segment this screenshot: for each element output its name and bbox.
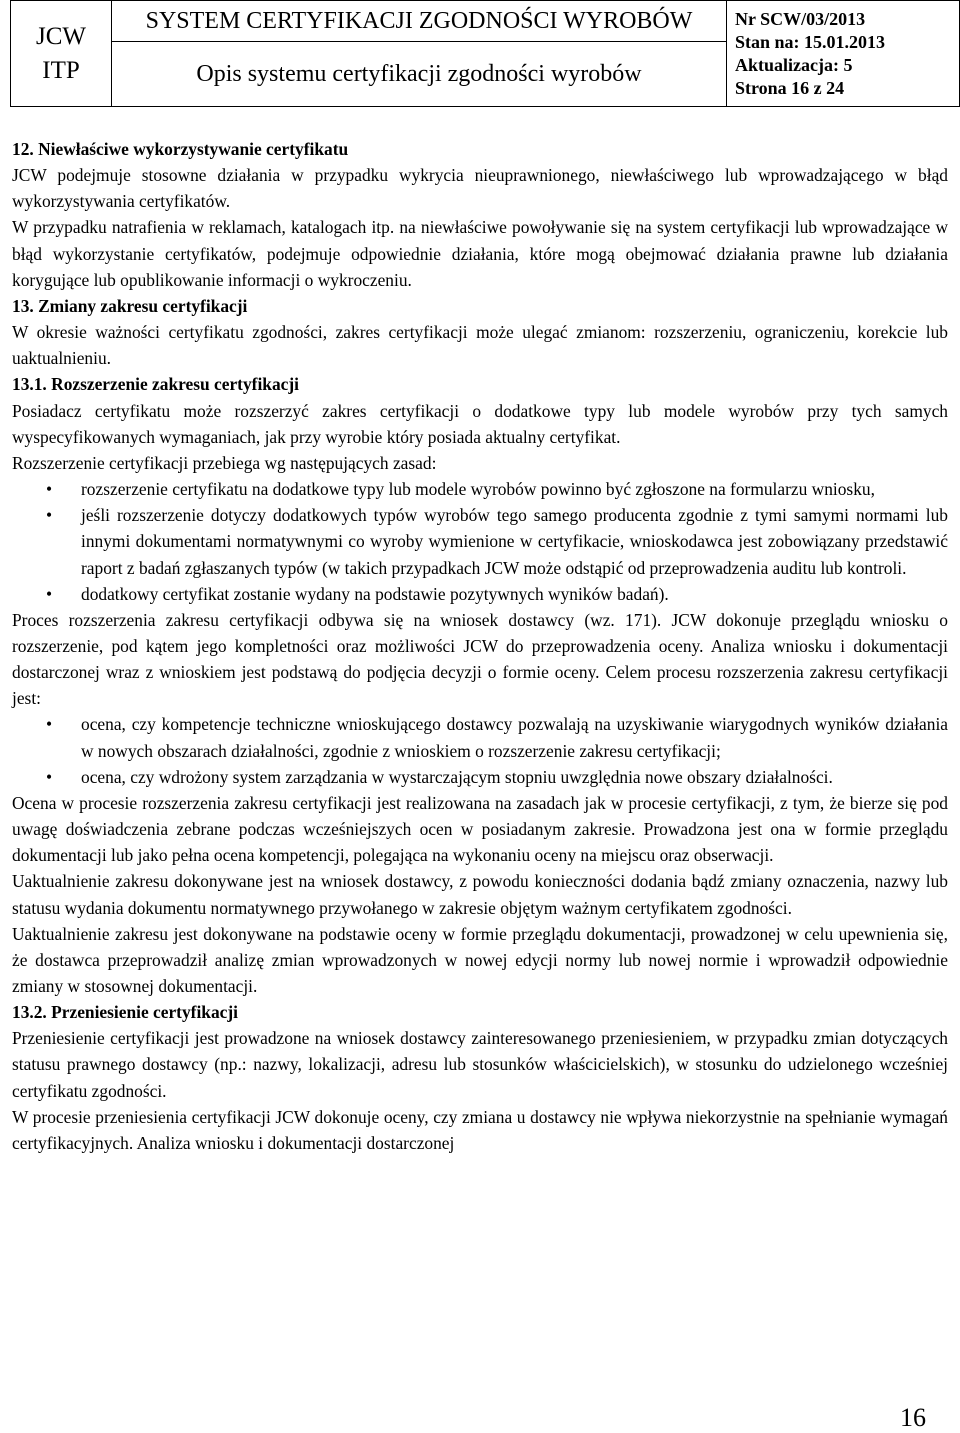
section-heading: 13. Zmiany zakresu certyfikacji	[12, 295, 248, 316]
document-body	[12, 136, 948, 1156]
doc-status-date: Stan na: 15.01.2013	[735, 31, 886, 52]
bullet-list	[12, 711, 948, 789]
document-header	[10, 0, 960, 107]
list-item	[12, 711, 948, 763]
paragraph: Ocena w procesie rozszerzenia zakresu certyfikacji jest realizowana na zasadach jak w procesie certyfikacji, z tym, że bierze się pod uwagę doświadczenia zebrane podczas wcześniejszych ocen w posiadanym zakresie. Prowadzona jest ona w formie przeglądu dokumentacji lub jako pełna ocena kompetencji, polegająca na wykonaniu oceny na miejscu oraz obserwacji.	[12, 792, 948, 866]
document-title: SYSTEM CERTYFIKACJI ZGODNOŚCI WYROBÓW	[112, 1, 726, 42]
logo-line-1: JCW	[36, 22, 86, 50]
bullet-list	[12, 476, 948, 607]
list-item	[12, 502, 948, 580]
section-heading: 13.2. Przeniesienie certyfikacji	[12, 1002, 238, 1023]
list-item-text: ocena, czy kompetencje techniczne wnioskującego dostawcy pozwalają na uzyskiwanie wiarygodnych wyników działania w nowych obszarach działalności, zgodnie z wnioskiem o rozszerzenie zakresu certyfikacji;	[81, 714, 948, 761]
list-item-text: ocena, czy wdrożony system zarządzania w wystarczającym stopniu uwzględnia nowe obszary działalności.	[81, 766, 833, 787]
paragraph: W okresie ważności certyfikatu zgodności, zakres certyfikacji może ulegać zmianom: rozszerzeniu, ograniczeniu, korekcie lub uaktualnieniu.	[12, 322, 948, 369]
paragraph: W procesie przeniesienia certyfikacji JCW dokonuje oceny, czy zmiana u dostawcy nie wpływa niekorzystnie na spełnianie wymagań certyfikacyjnych. Analiza wniosku i dokumentacji dostarczonej	[12, 1106, 948, 1153]
paragraph: JCW podejmuje stosowne działania w przypadku wykrycia nieuprawnionego, niewłaściwego lub wprowadzającego w błąd wykorzystywania certyfikatów.	[12, 165, 948, 212]
page-number: 16	[900, 1403, 926, 1432]
doc-page: Strona 16 z 24	[735, 77, 845, 98]
paragraph: Uaktualnienie zakresu dokonywane jest na wniosek dostawcy, z powodu konieczności dodania bądź zmiany oznaczenia, nazwy lub statusu wydania dokumentu normatywnego przywołanego w zakresie objętym ważnym certyfikatem zgodności.	[12, 871, 948, 918]
paragraph: Proces rozszerzenia zakresu certyfikacji odbywa się na wniosek dostawcy (wz. 171). JCW dokonuje przeglądu wniosku o rozszerzenie, pod kątem jego kompletności oraz możliwości JCW do przeprowadzenia oceny. Analiza wniosku i dokumentacji dostarczonej wraz z wnioskiem jest podstawą do podjęcia decyzji o formie oceny. Celem procesu rozszerzenia zakresu certyfikacji jest:	[12, 609, 948, 709]
section-heading: 12. Niewłaściwe wykorzystywanie certyfikatu	[12, 139, 349, 159]
list-item	[12, 476, 948, 502]
paragraph: Uaktualnienie zakresu jest dokonywane na podstawie oceny w formie przeglądu dokumentacji, prowadzonej w celu upewnienia się, że dostawca przeprowadził analizę zmian wprowadzonych w nowej edycji normy lub nowej normie i wprowadził odpowiednie zmiany w stosownej dokumentacji.	[12, 923, 948, 996]
paragraph: W przypadku natrafienia w reklamach, katalogach itp. na niewłaściwe powoływanie się na system certyfikacji lub wprowadzające w błąd wykorzystanie certyfikatów, podejmuje odpowiednie działania, które mogą obejmować działania prawne lub działania korygujące lub opublikowanie informacji o wykroczeniu.	[12, 217, 948, 290]
logo-line-2: ITP	[42, 56, 80, 84]
bullet-icon: •	[46, 479, 53, 500]
bullet-icon: •	[46, 583, 53, 604]
doc-number: Nr SCW/03/2013	[735, 8, 866, 29]
list-item-text: rozszerzenie certyfikatu na dodatkowe typy lub modele wyrobów powinno być zgłoszone na formularzu wniosku,	[81, 479, 875, 500]
document-subtitle: Opis systemu certyfikacji zgodności wyrobów	[196, 61, 642, 87]
paragraph: Przeniesienie certyfikacji jest prowadzone na wniosek dostawcy zainteresowanego przeniesieniem, w przypadku zmian dotyczących statusu prawnego dostawcy (np.: nazwy, lokalizacji, adresu lub stosunków właścicielskich), w stosunku do udzielonego wcześniej certyfikatu zgodności.	[12, 1028, 948, 1101]
paragraph: Posiadacz certyfikatu może rozszerzyć zakres certyfikacji o dodatkowe typy lub modele wyrobów przy tych samych wyspecyfikowanych wymaganiach, jak przy wyrobie który posiada aktualny certyfikat.	[12, 400, 948, 447]
bullet-icon: •	[46, 766, 53, 787]
list-item-text: jeśli rozszerzenie dotyczy dodatkowych typów wyrobów tego samego producenta zgodnie z tymi samymi normami lub innymi dokumentami normatywnymi co wyroby wymienione w certyfikacie, wnioskodawca jest zobowiązany przedstawić raport z badań zgłaszanych typów (w takich przypadkach JCW może odstąpić od przeprowadzenia auditu lub kontroli.	[81, 505, 948, 578]
bullet-icon: •	[46, 714, 53, 735]
logo	[11, 1, 112, 107]
doc-revision: Aktualizacja: 5	[735, 54, 853, 75]
header-meta-cell	[727, 1, 960, 107]
list-item-text: dodatkowy certyfikat zostanie wydany na podstawie pozytywnych wyników badań).	[81, 583, 669, 604]
bullet-icon: •	[46, 505, 53, 526]
header-title-cell	[112, 1, 727, 107]
list-item	[12, 764, 948, 790]
paragraph: Rozszerzenie certyfikacji przebiega wg następujących zasad:	[12, 452, 437, 473]
list-item	[12, 581, 948, 607]
section-heading: 13.1. Rozszerzenie zakresu certyfikacji	[12, 374, 300, 395]
